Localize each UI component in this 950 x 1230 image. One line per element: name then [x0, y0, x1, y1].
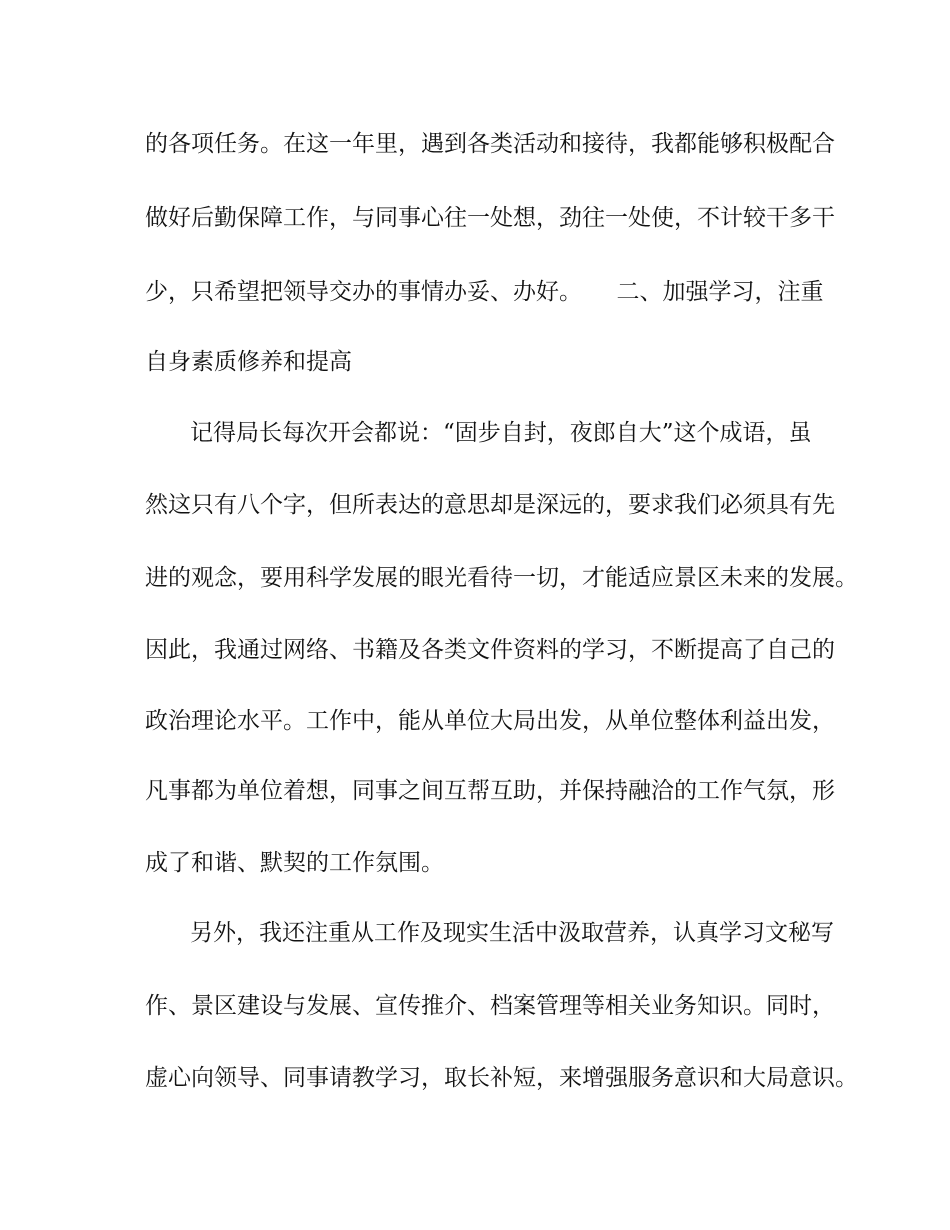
text-line-11: 成了和谐、默契的工作氛围。	[145, 850, 444, 876]
text-line-14: 虚心向领导、同事请教学习，取长补短，来增强服务意识和大局意识。	[145, 1065, 858, 1091]
text-line-4: 自身素质修养和提高	[145, 349, 352, 375]
text-line-5: 记得局长每次开会都说：“固步自封，夜郎自大”这个成语，虽	[190, 420, 812, 446]
text-line-12: 另外，我还注重从工作及现实生活中汲取营养，认真学习文秘写	[190, 920, 834, 946]
text-line-13: 作、景区建设与发展、宣传推介、档案管理等相关业务知识。同时，	[145, 993, 835, 1019]
text-line-7: 进的观念，要用科学发展的眼光看待一切，才能适应景区未来的发展。	[145, 565, 858, 591]
text-line-10: 凡事都为单位着想，同事之间互帮互助，并保持融洽的工作气氛，形	[145, 778, 835, 804]
text-line-6: 然这只有八个字，但所表达的意思却是深远的，要求我们必须具有先	[145, 492, 835, 518]
text-line-1: 的各项任务。在这一年里，遇到各类活动和接待，我都能够积极配合	[145, 131, 835, 157]
text-line-8: 因此，我通过网络、书籍及各类文件资料的学习，不断提高了自己的	[145, 637, 835, 663]
text-line-9: 政治理论水平。工作中，能从单位大局出发，从单位整体利益出发，	[145, 708, 835, 734]
text-line-3: 少，只希望把领导交办的事情办妥、办好。 二、加强学习，注重	[145, 279, 824, 305]
text-line-2: 做好后勤保障工作，与同事心往一处想，劲往一处使，不计较干多干	[145, 205, 835, 231]
